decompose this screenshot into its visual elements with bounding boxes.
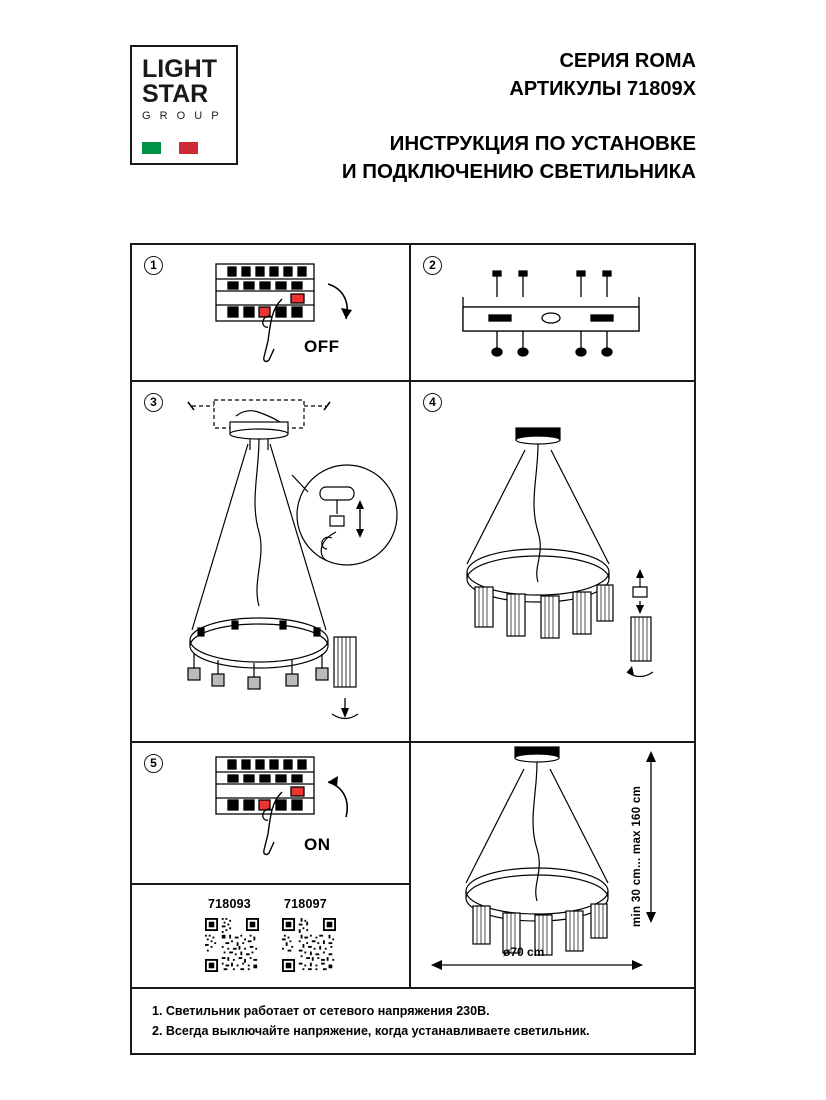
step-4-illustration [411, 382, 694, 741]
dimensions-illustration [411, 743, 694, 987]
step-2-cell [411, 245, 694, 380]
step-4-number: 4 [423, 393, 442, 412]
step-5-number: 5 [144, 754, 163, 773]
step-2-number: 2 [423, 256, 442, 275]
document-header [130, 45, 696, 185]
step-3-number: 3 [144, 393, 163, 412]
note-line-2: 2. Всегда выключайте напряжение, когда устанавливаете светильник. [152, 1024, 590, 1038]
steps-grid [130, 243, 696, 1055]
step-1-number: 1 [144, 256, 163, 275]
horizontal-dimension-label: ø70 cm [503, 945, 545, 959]
header-title-block [318, 130, 696, 186]
article-label: АРТИКУЛЫ 71809X [509, 78, 696, 100]
step-3-cell [132, 382, 409, 741]
page-title-line1: ИНСТРУКЦИЯ ПО УСТАНОВКЕ [389, 132, 696, 155]
notes-block [152, 1001, 589, 1041]
page-title-line2: И ПОДКЛЮЧЕНИЮ СВЕТИЛЬНИКА [341, 160, 696, 183]
step-2-illustration [411, 245, 694, 380]
qr-code-718097[interactable] [282, 918, 336, 972]
step-1-caption: OFF [304, 337, 340, 356]
italy-flag-icon [142, 142, 198, 154]
brand-logo [130, 45, 238, 165]
series-label: СЕРИЯ ROMA [559, 50, 696, 72]
note-line-1: 1. Светильник работает от сетевого напряжения 230В. [152, 1004, 490, 1018]
vertical-dimension-label: min 30 cm... max 160 cm [631, 785, 643, 927]
logo-text-group: G R O U P [142, 110, 222, 122]
logo-text-light: LIGHT [142, 55, 217, 83]
qr-code-718093[interactable] [205, 918, 259, 972]
qr-label-2: 718097 [284, 897, 327, 911]
step-4-cell [411, 382, 694, 741]
notes-cell [132, 989, 694, 1053]
dimensions-cell [411, 743, 694, 987]
step-3-illustration [132, 382, 409, 741]
step-1-cell [132, 245, 409, 380]
header-series-block [500, 47, 696, 103]
qr-codes-cell [132, 885, 409, 987]
step-1-illustration [132, 245, 409, 380]
logo-text-star: STAR [142, 80, 209, 108]
step-5-illustration [132, 743, 409, 883]
step-5-cell [132, 743, 409, 883]
step-5-caption: ON [304, 835, 331, 854]
qr-label-1: 718093 [208, 897, 251, 911]
